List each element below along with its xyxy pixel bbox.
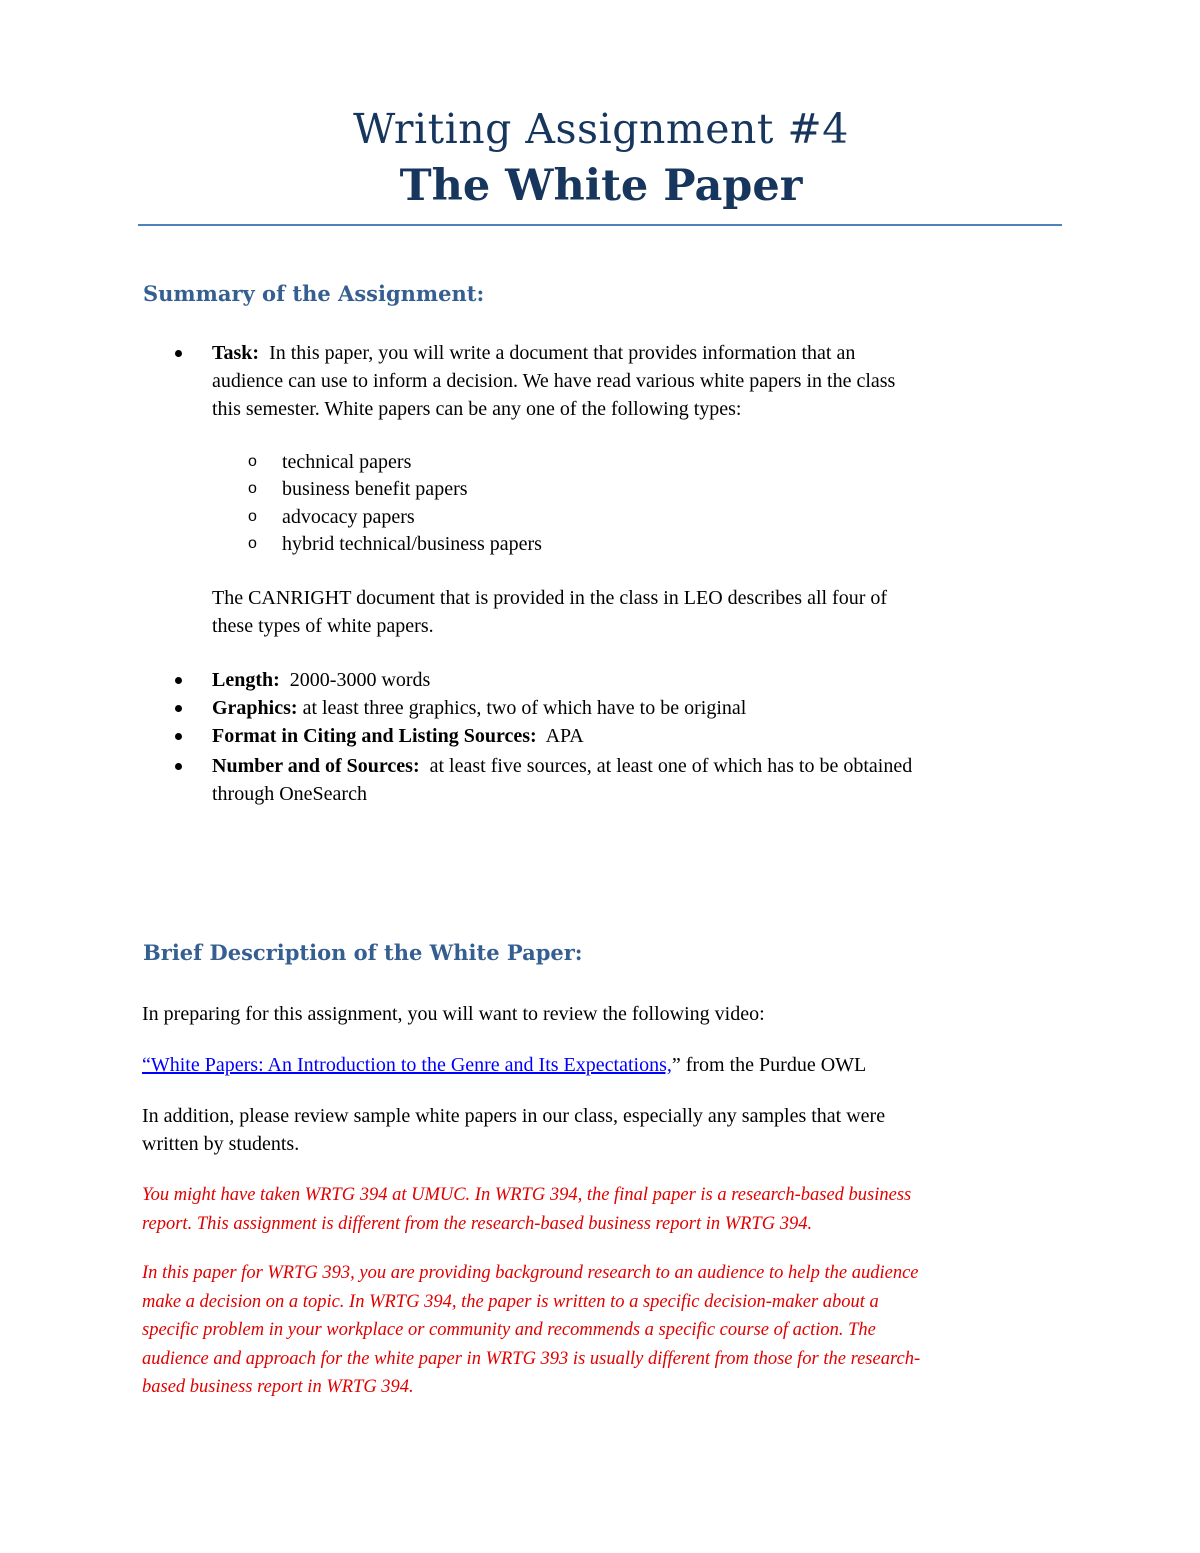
type-label: hybrid technical/business papers xyxy=(282,533,542,555)
note1-line-2: report. This assignment is different from the research-based business report in WRTG 394. xyxy=(142,1213,813,1234)
bullet-icon xyxy=(175,733,182,740)
video-link-suffix: ” from the Purdue OWL xyxy=(671,1054,867,1076)
length-value: 2000-3000 words xyxy=(289,669,431,691)
graphics-label: Graphics: xyxy=(212,697,298,719)
note2-line-5: based business report in WRTG 394. xyxy=(142,1377,414,1397)
addition-line-1: In addition, please review sample white papers in our class, especially any samples that were xyxy=(142,1105,886,1127)
wrtg-393-note xyxy=(142,1259,1082,1402)
sources-label: Number and of Sources: xyxy=(212,755,420,777)
format-label: Format in Citing and Listing Sources: xyxy=(212,725,537,747)
summary-heading: Summary of the Assignment: xyxy=(143,281,485,306)
wrtg-394-note xyxy=(142,1181,1082,1238)
canright-line-1: The CANRIGHT document that is provided in the class in LEO describes all four of xyxy=(212,587,888,609)
circle-bullet-icon: o xyxy=(248,508,257,525)
bullet-icon xyxy=(175,350,182,357)
video-reference xyxy=(142,1051,1062,1079)
brief-intro: In preparing for this assignment, you will want to review the following video: xyxy=(142,1003,765,1025)
circle-bullet-icon: o xyxy=(248,480,257,497)
note2-line-3: specific problem in your workplace or community and recommends a specific course of action. The xyxy=(142,1320,876,1340)
task-line-1: In this paper, you will write a document that provides information that an xyxy=(269,342,856,364)
type-label: advocacy papers xyxy=(282,506,415,528)
brief-heading: Brief Description of the White Paper: xyxy=(143,940,583,965)
sources-value-line2: through OneSearch xyxy=(212,783,367,805)
format-value: APA xyxy=(545,725,584,747)
canright-line-2: these types of white papers. xyxy=(212,615,434,637)
circle-bullet-icon: o xyxy=(248,453,257,470)
task-line-3: this semester. White papers can be any one of the following types: xyxy=(212,398,742,420)
graphics-value: at least three graphics, two of which have to be original xyxy=(302,697,747,719)
note2-line-2: make a decision on a topic. In WRTG 394, the paper is written to a specific decision-maker about a xyxy=(142,1291,879,1312)
document-title-line2: The White Paper xyxy=(399,161,803,211)
type-label: technical papers xyxy=(282,451,412,473)
note1-line-1: You might have taken WRTG 394 at UMUC. In WRTG 394, the final paper is a research-based business xyxy=(142,1185,912,1205)
note2-line-1: In this paper for WRTG 393, you are providing background research to an audience to help the audience xyxy=(142,1263,919,1283)
title-divider xyxy=(138,224,1062,226)
task-text xyxy=(212,339,1052,423)
bullet-icon xyxy=(175,677,182,684)
addition-line-2: written by students. xyxy=(142,1133,300,1155)
bullet-icon xyxy=(175,763,182,770)
bullet-icon xyxy=(175,705,182,712)
length-label: Length: xyxy=(212,669,280,691)
document-title-line1: Writing Assignment #4 xyxy=(353,105,849,153)
canright-paragraph xyxy=(212,584,1052,640)
addition-paragraph xyxy=(142,1102,1082,1158)
task-line-2: audience can use to inform a decision. We have read various white papers in the class xyxy=(212,370,896,392)
note2-line-4: audience and approach for the white paper in WRTG 393 is usually different from those for the research- xyxy=(142,1348,921,1369)
task-label: Task: xyxy=(212,342,260,364)
sources-value-line1: at least five sources, at least one of which has to be obtained xyxy=(429,755,913,777)
circle-bullet-icon: o xyxy=(248,535,257,552)
video-link[interactable]: “White Papers: An Introduction to the Genre and Its Expectations, xyxy=(142,1054,672,1076)
type-label: business benefit papers xyxy=(282,478,468,500)
